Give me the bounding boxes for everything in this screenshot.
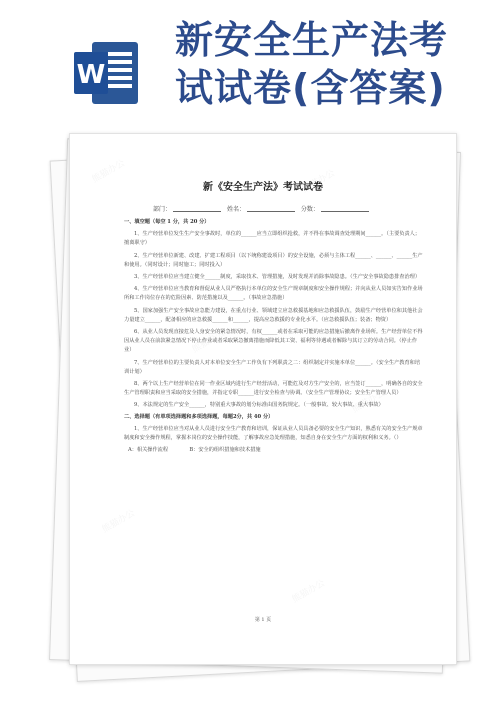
- question: 9、本法规定的生产安全______，特别重大事故的划分标准由国务院规定。（一般事故、较大事故、重大事故）: [134, 402, 384, 409]
- section-heading: 一、填空题（每空 1 分，共 20 分）: [124, 219, 210, 225]
- word-icon-letter: W: [76, 60, 106, 90]
- dept-field: [173, 211, 221, 212]
- option-a: A：相关操作流程: [128, 447, 169, 454]
- score-field: [321, 211, 369, 212]
- question: 1、生产经营单位应当对从业人员进行安全生产教育和培训，保证从业人员具备必要的安全生产知识，熟悉有关的安全生产规章制度和安全操作规程，掌握本岗位的安全操作技能，了解事故应急处理措施，知悉自身在安全生产方面的权利和义务。（）: [124, 425, 423, 442]
- option-b: B：安全的组织措施和技术措施: [189, 447, 261, 454]
- banner: [0, 0, 500, 120]
- question: 2、生产经营单位新建、改建、扩建工程项目（以下统称建设项目）的安全设施，必须与主体工程______、______、______生产和使用。（同时设计；同时施工；同时投入）: [124, 252, 423, 268]
- watermark: 熊猫办公: [290, 578, 327, 606]
- question: 7、生产经营单位的主要负责人对本单位安全生产工作负有下列职责之二：组织制定并实施本单位______。（安全生产教育和培训计划）: [124, 359, 421, 375]
- question: 4、生产经营单位应当教育和督促从业人员严格执行本单位的安全生产规章制度和安全操作规程；并向从业人员如实告知作业场所和工作岗位存在的危险因素、防范措施以及______。（事故应急措施）: [124, 286, 423, 302]
- question: 6、从业人员发现直接危及人身安全的紧急情况时，有权______或者在采取可能的应急措施后撤离作业场所。生产经营单位不得因从业人员在前款紧急情况下停止作业或者采取紧急撤离措施而降低其工资、福利等待遇或者解除与其订立的劳动合同。（停止作业）: [124, 329, 423, 354]
- answer-options: [124, 446, 424, 455]
- document-body: [124, 216, 424, 455]
- question: 5、国家加强生产安全事故应急能力建设，在重点行业、领域建立应急救援基地和应急救援队伍，鼓励生产经营单位和其他社会力量建立______，配备相应的应急救援______和______，提高应急救援的专业化水平。（应急救援队伍；装备；物资）: [124, 307, 423, 323]
- section-heading: 二、选择题（有单项选择题和多项选择题，每题2分，共 40 分）: [124, 413, 274, 420]
- question: 8、两个以上生产经营单位在同一作业区域内进行生产经营活动，可能危及对方生产安全的，应当签订______，明确各自的安全生产管理职责和应当采取的安全措施，并指定专职______进行安全检查与协调。（安全生产管理协议；安全生产管理人员）: [124, 381, 423, 397]
- document-title: 新《安全生产法》考试试卷: [203, 182, 323, 193]
- question: 3、生产经营单位应当建立健全______制度，采取技术、管理措施，及时发现并消除事故隐患。（生产安全事故隐患排查治理）: [134, 274, 421, 281]
- watermark: 熊猫办公: [300, 168, 337, 196]
- header-fields: [70, 204, 456, 213]
- watermark: 熊猫办公: [190, 328, 227, 356]
- word-document-icon: [72, 40, 140, 106]
- banner-title: 新安全生产法考试试卷(含答案): [175, 18, 449, 110]
- exam-paper: [69, 133, 457, 665]
- watermark: 熊猫办公: [350, 388, 387, 416]
- question: 1、生产经营单位发生生产安全事故时，单位的______应当立即组织抢救，并不得在事故调查处理期间______。（主要负责人；擅离职守）: [124, 231, 421, 247]
- page-number: 第 1 页: [254, 617, 272, 623]
- dept-label: 部门：: [153, 206, 172, 213]
- name-label: 姓名：: [226, 206, 245, 213]
- score-label: 分数：: [300, 206, 319, 213]
- name-field: [247, 211, 295, 212]
- watermark: 熊猫办公: [100, 508, 137, 536]
- watermark: 熊猫办公: [90, 158, 127, 186]
